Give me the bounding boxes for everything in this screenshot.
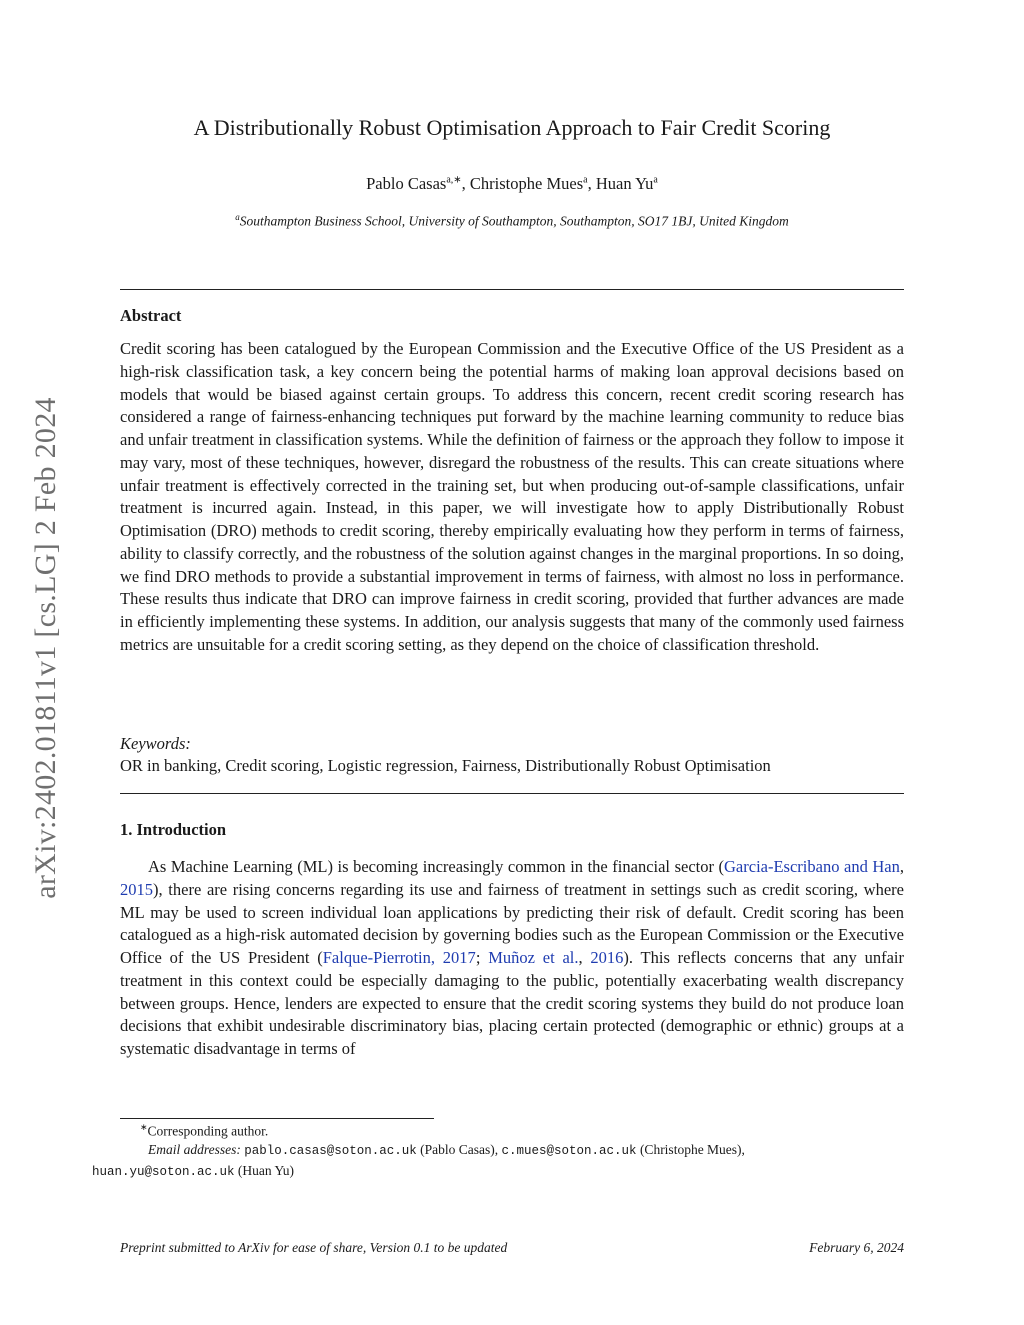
author-list: Pablo Casas$^{a,∗}$, Christophe Mues$^a$, Huan Yu$^a$ <box>366 174 658 193</box>
affiliation-mark: a <box>235 212 240 222</box>
intro-text: ). This reflects concerns that any unfair treatment in this context could be especially damaging to the public, potentially exacerbating wealth discrepancy between groups. Hence, lenders are expected to ensure that the credit scoring systems they build do not produce loan decisions that exhibit undesirable discriminatory bias, placing certain protected (demographic or ethnic) groups at a systematic disadvantage in terms of <box>120 948 904 1058</box>
keywords-text: OR in banking, Credit scoring, Logistic regression, Fairness, Distributionally Robust Optimisation <box>120 756 771 775</box>
author-affiliation-mark[interactable]: a <box>583 174 588 186</box>
intro-text: , <box>899 857 904 876</box>
abstract-heading: Abstract <box>120 306 182 325</box>
footnote-mark: ∗ <box>140 1122 148 1132</box>
author-name: Pablo Casas <box>366 174 447 193</box>
email-label: Email addresses: <box>148 1142 241 1157</box>
email-link[interactable]: c.mues@soton.ac.uk <box>501 1144 637 1158</box>
citation-link[interactable]: 2015 <box>120 879 153 899</box>
email-link[interactable]: pablo.casas@soton.ac.uk <box>244 1144 417 1158</box>
footer-date: February 6, 2024 <box>809 1240 904 1255</box>
affiliation <box>120 212 904 230</box>
author-affiliation-mark[interactable]: a,∗ <box>446 174 462 186</box>
email-owner: (Christophe Mues), <box>639 1142 745 1157</box>
arxiv-identifier[interactable]: arXiv:2402.01811v1 [cs.LG] 2 Feb 2024 <box>29 397 62 899</box>
author-name: Christophe Mues <box>469 174 584 193</box>
citation-link[interactable]: Falque-Pierrotin, 2017 <box>322 948 476 967</box>
citation-link[interactable]: Muñoz et al. <box>488 948 579 967</box>
footnote-rule <box>120 1118 434 1119</box>
intro-text: ), there are rising concerns regarding its use and fairness of treatment in settings such as credit scoring, where ML may be used to screen individual loan applications by predicting their risk of default. Credit scoring has been catalogued as a high-risk automated decision by governing bodies such as the European Commission or the Executive Office of the US President ( <box>120 879 904 967</box>
author-name: Huan Yu <box>595 174 654 193</box>
footer-preprint-note: Preprint submitted to ArXiv for ease of share, Version 0.1 to be updated <box>120 1240 508 1255</box>
footnote-corresponding <box>140 1122 268 1140</box>
footnote-text: Corresponding author. <box>147 1123 269 1139</box>
abstract-text: Credit scoring has been catalogued by the European Commission and the Executive Office of the US President as a high-risk classification task, a key concern being the potential harms of making loan approval decisions based on models that would be biased against certain groups. To address this concern, recent credit scoring research has considered a range of fairness-enhancing techniques put forward by the machine learning community to reduce bias and unfair treatment in classification systems. While the definition of fairness or the approach they follow to impose it may vary, most of these techniques, however, disregard the robustness of the results. This can create situations where unfair treatment is effectively corrected in the training set, but when producing out-of-sample classifications, unfair treatment is incurred again. Instead, in this paper, we will investigate how to apply Distributionally Robust Optimisation (DRO) methods to credit scoring, thereby empirically evaluating how they perform in terms of fairness, ability to classify correctly, and the robustness of the solution against changes in the marginal proportions. In so doing, we find DRO methods to provide a substantial improvement in terms of fairness, with almost no loss in performance. These results thus indicate that DRO can improve fairness in credit scoring, provided that further advances are made in efficiently implementing these systems. In addition, our analysis suggests that many of the commonly used fairness metrics are unsuitable for a credit scoring setting, as they depend on the choice of classification threshold. <box>120 339 904 654</box>
intro-text: , <box>578 948 591 967</box>
email-owner: (Pablo Casas), <box>420 1142 502 1157</box>
abstract-top-rule <box>120 289 904 290</box>
affiliation-text: Southampton Business School, University of Southampton, Southampton, SO17 1BJ, United Kingdom <box>239 213 789 229</box>
footnote-emails <box>92 1140 904 1182</box>
intro-text: ; <box>475 948 489 967</box>
email-link[interactable]: huan.yu@soton.ac.uk <box>92 1165 235 1179</box>
author-affiliation-mark[interactable]: a <box>653 174 658 186</box>
paper-title: A Distributionally Robust Optimisation Approach to Fair Credit Scoring <box>193 115 831 140</box>
introduction-heading: 1. Introduction <box>120 820 227 839</box>
citation-link[interactable]: 2016 <box>590 948 624 967</box>
abstract-bottom-rule <box>120 793 904 794</box>
keywords-label: Keywords: <box>120 734 191 753</box>
email-owner: (Huan Yu) <box>237 1163 295 1178</box>
intro-text: As Machine Learning (ML) is becoming increasingly common in the financial sector ( <box>148 857 725 876</box>
introduction-paragraph <box>120 856 904 1061</box>
citation-link[interactable]: Garcia-Escribano and Han <box>724 857 900 876</box>
